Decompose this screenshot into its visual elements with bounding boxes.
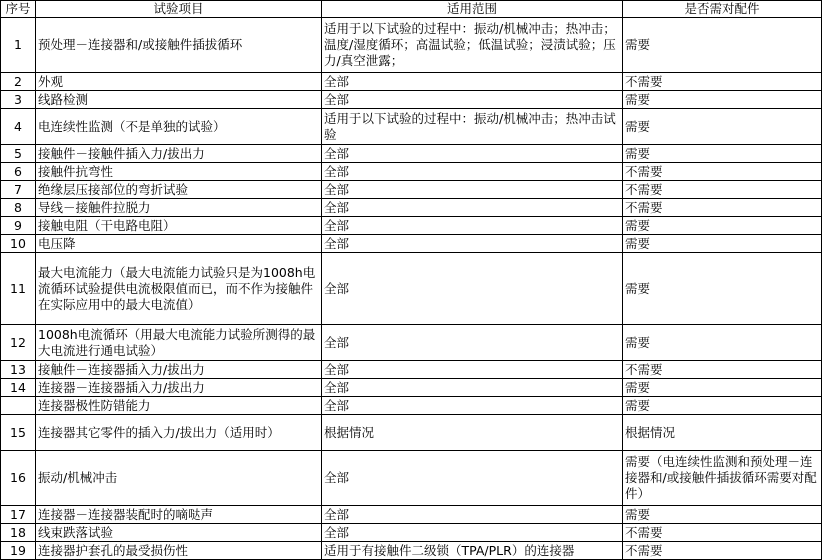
cell-scope[interactable]: 全部 [322, 506, 623, 524]
cell-item[interactable]: 连接器－连接器插入力/拔出力 [36, 379, 322, 397]
table-row [1, 361, 822, 379]
cell-need[interactable]: 需要 [623, 145, 822, 163]
cell-need[interactable]: 需要（电连续性监测和预处理－连接器和/或接触件插拔循环需要对配件） [623, 451, 822, 506]
cell-need[interactable]: 不需要 [623, 163, 822, 181]
cell-no[interactable]: 5 [1, 145, 36, 163]
cell-need[interactable]: 需要 [623, 235, 822, 253]
cell-scope[interactable]: 根据情况 [322, 415, 623, 451]
cell-no[interactable]: 9 [1, 217, 36, 235]
cell-scope[interactable]: 适用于以下试验的过程中：振动/机械冲击；热冲击；温度/湿度循环；高温试验；低温试验；浸渍试验；压力/真空泄露； [322, 18, 623, 73]
cell-no[interactable]: 7 [1, 181, 36, 199]
cell-scope[interactable]: 全部 [322, 217, 623, 235]
cell-item[interactable]: 最大电流能力（最大电流能力试验只是为1008h电流循环试验提供电流极限值而已，而不作为接触件在实际应用中的最大电流值） [36, 253, 322, 325]
cell-item[interactable]: 导线－接触件拉脱力 [36, 199, 322, 217]
table-row [1, 91, 822, 109]
cell-scope[interactable]: 适用于有接触件二级锁（TPA/PLR）的连接器 [322, 542, 623, 560]
table-row [1, 542, 822, 560]
cell-scope[interactable]: 全部 [322, 235, 623, 253]
table-row [1, 415, 822, 451]
table-row [1, 163, 822, 181]
table-row [1, 235, 822, 253]
cell-item[interactable]: 连接器护套孔的最受损伤性 [36, 542, 322, 560]
cell-item[interactable]: 预处理－连接器和/或接触件插拔循环 [36, 18, 322, 73]
cell-need[interactable]: 需要 [623, 253, 822, 325]
header-item[interactable]: 试验项目 [36, 1, 322, 18]
cell-need[interactable]: 需要 [623, 109, 822, 145]
cell-scope[interactable]: 全部 [322, 524, 623, 542]
header-no[interactable]: 序号 [1, 1, 36, 18]
cell-item[interactable]: 外观 [36, 73, 322, 91]
cell-need[interactable]: 不需要 [623, 199, 822, 217]
table-row [1, 145, 822, 163]
cell-need[interactable]: 需要 [623, 217, 822, 235]
cell-no[interactable]: 15 [1, 415, 36, 451]
cell-need[interactable]: 需要 [623, 506, 822, 524]
cell-no[interactable]: 11 [1, 253, 36, 325]
cell-scope[interactable]: 适用于以下试验的过程中：振动/机械冲击；热冲击试验 [322, 109, 623, 145]
cell-no[interactable]: 3 [1, 91, 36, 109]
cell-no[interactable]: 10 [1, 235, 36, 253]
cell-no[interactable]: 14 [1, 379, 36, 397]
table-row [1, 18, 822, 73]
cell-need[interactable]: 不需要 [623, 542, 822, 560]
header-need[interactable]: 是否需对配件 [623, 1, 822, 18]
cell-item[interactable]: 振动/机械冲击 [36, 451, 322, 506]
cell-no[interactable]: 16 [1, 451, 36, 506]
table-row [1, 217, 822, 235]
cell-need[interactable]: 根据情况 [623, 415, 822, 451]
table-row [1, 524, 822, 542]
cell-item[interactable]: 连接器其它零件的插入力/拔出力（适用时） [36, 415, 322, 451]
cell-need[interactable]: 不需要 [623, 524, 822, 542]
table-row [1, 451, 822, 506]
cell-item[interactable]: 接触件－接触件插入力/拔出力 [36, 145, 322, 163]
cell-need[interactable]: 不需要 [623, 73, 822, 91]
table-row [1, 73, 822, 91]
cell-scope[interactable]: 全部 [322, 253, 623, 325]
header-scope[interactable]: 适用范围 [322, 1, 623, 18]
cell-item[interactable]: 接触件抗弯性 [36, 163, 322, 181]
table-row [1, 379, 822, 397]
cell-no[interactable]: 17 [1, 506, 36, 524]
cell-need[interactable]: 需要 [623, 325, 822, 361]
cell-no[interactable]: 1 [1, 18, 36, 73]
cell-item[interactable]: 绝缘层压接部位的弯折试验 [36, 181, 322, 199]
cell-no[interactable]: 2 [1, 73, 36, 91]
table-row [1, 253, 822, 325]
cell-item[interactable]: 线束跌落试验 [36, 524, 322, 542]
table-row [1, 397, 822, 415]
cell-scope[interactable]: 全部 [322, 325, 623, 361]
cell-item[interactable]: 电连续性监测（不是单独的试验） [36, 109, 322, 145]
table-row [1, 109, 822, 145]
cell-item[interactable]: 连接器极性防错能力 [36, 397, 322, 415]
cell-no[interactable]: 8 [1, 199, 36, 217]
cell-no[interactable]: 18 [1, 524, 36, 542]
cell-scope[interactable]: 全部 [322, 91, 623, 109]
cell-item[interactable]: 电压降 [36, 235, 322, 253]
cell-need[interactable]: 需要 [623, 379, 822, 397]
cell-need[interactable]: 需要 [623, 91, 822, 109]
header-row [1, 1, 822, 18]
table-row [1, 506, 822, 524]
cell-scope[interactable]: 全部 [322, 163, 623, 181]
cell-item[interactable]: 1008h电流循环（用最大电流能力试验所测得的最大电流进行通电试验） [36, 325, 322, 361]
cell-no[interactable]: 12 [1, 325, 36, 361]
cell-scope[interactable]: 全部 [322, 145, 623, 163]
cell-item[interactable]: 线路检测 [36, 91, 322, 109]
cell-scope[interactable]: 全部 [322, 451, 623, 506]
cell-need[interactable]: 需要 [623, 397, 822, 415]
cell-need[interactable]: 不需要 [623, 361, 822, 379]
cell-no[interactable]: 13 [1, 361, 36, 379]
cell-no[interactable]: 4 [1, 109, 36, 145]
cell-scope[interactable]: 全部 [322, 397, 623, 415]
table-row [1, 199, 822, 217]
cell-no[interactable]: 19 [1, 542, 36, 560]
cell-item[interactable]: 连接器－连接器装配时的嘀哒声 [36, 506, 322, 524]
cell-need[interactable]: 不需要 [623, 181, 822, 199]
cell-item[interactable]: 接触电阻（干电路电阻） [36, 217, 322, 235]
cell-scope[interactable]: 全部 [322, 379, 623, 397]
cell-scope[interactable]: 全部 [322, 73, 623, 91]
cell-scope[interactable]: 全部 [322, 181, 623, 199]
cell-need[interactable]: 需要 [623, 18, 822, 73]
cell-scope[interactable]: 全部 [322, 199, 623, 217]
table-row [1, 325, 822, 361]
cell-item[interactable]: 接触件－连接器插入力/拔出力 [36, 361, 322, 379]
cell-no[interactable]: 6 [1, 163, 36, 181]
cell-no[interactable] [1, 397, 36, 415]
table-row [1, 181, 822, 199]
cell-scope[interactable]: 全部 [322, 361, 623, 379]
